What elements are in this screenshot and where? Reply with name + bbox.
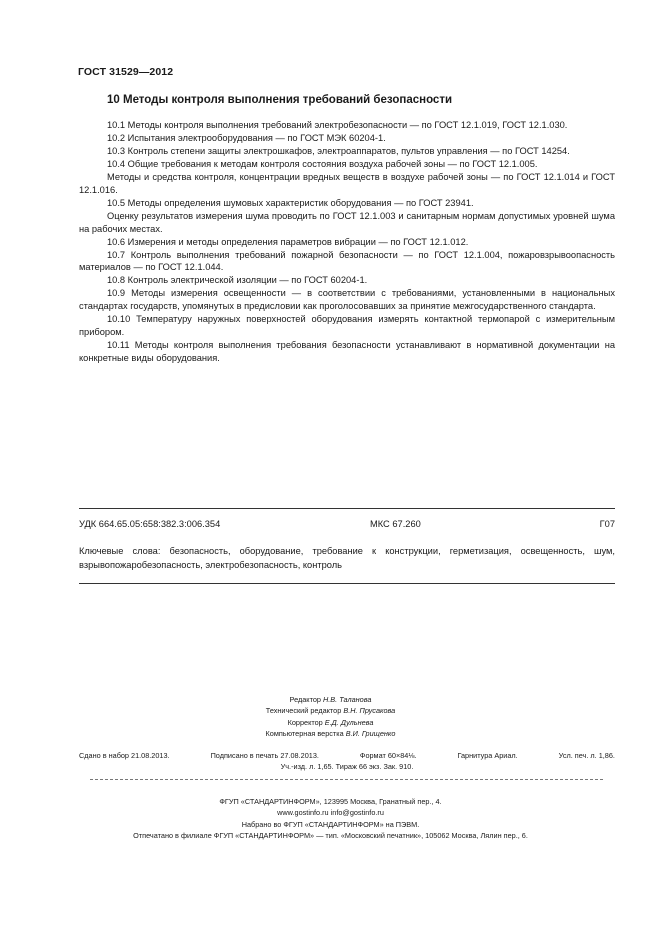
document-code: ГОСТ 31529—2012 [78,66,174,78]
paragraph-10-10: 10.10 Температуру наружных поверхностей оборудования измерять контактной термопарой с измерительным прибором. [79,314,615,338]
paragraph-10-4: 10.4 Общие требования к методам контроля состояния воздуха рабочей зоны — по ГОСТ 12.1.005. [107,158,538,169]
paper-format: Формат 60×84⅛. [359,751,417,760]
editor-credit: Редактор Н.В. Таланова [289,695,372,704]
paragraph-10-1: 10.1 Методы контроля выполнения требований электробезопасности — по ГОСТ 12.1.019, ГОСТ 12.1.030. [107,120,568,130]
editorial-credits [0,694,661,740]
udk-code: УДК 664.65.05:658:382.3:006.354 [79,519,221,529]
paragraph-10-7: 10.7 Контроль выполнения требований пожарной безопасности — по ГОСТ 12.1.004, пожаровзрывоопасность материалов — по ГОСТ 12.1.044. [79,249,615,273]
print-info [79,750,615,772]
paragraph-10-4-methods: Методы и средства контроля, концентрации вредных веществ в воздухе рабочей зоны — по ГОСТ 12.1.014 и ГОСТ 12.1.016. [79,171,615,195]
paragraph-10-9: 10.9 Методы измерения освещенности — в соответствии с требованиями, установленными в национальных стандартах государств, упомянутых в предисловии как проголосовавших за принятие межгосударственного стандарта. [79,288,615,312]
classification-line [79,519,615,533]
print-info-line1 [79,750,615,761]
paragraph-10-8: 10.8 Контроль электрической изоляции — по ГОСТ 60204-1. [107,275,368,286]
layout-credit: Компьютерная верстка В.И. Грищенко [265,729,396,739]
keywords: Ключевые слова: безопасность, оборудование, требование к конструкции, герметизация, освещенность, шум, взрывопожаробезопасность, электробезопасность, контроль [79,546,615,570]
section-title: 10 Методы контроля выполнения требований безопасности [107,94,453,106]
bottom-divider [79,583,615,584]
proofreader-credit: Корректор Е.Д. Дульнева [287,717,374,727]
paragraph-10-5: 10.5 Методы определения шумовых характеристик оборудования — по ГОСТ 23941. [107,197,474,208]
paragraph-10-5-noise: Оценку результатов измерения шума проводить по ГОСТ 12.1.003 и санитарным нормам допустимых уровней шума на рабочих местах. [79,210,615,234]
publisher-web: www.gostinfo.ru info@gostinfo.ru [277,808,384,818]
mks-code: МКС 67.260 [370,519,421,529]
typeset-date: Сдано в набор 21.08.2013. [79,751,170,760]
printed-note: Отпечатано в филиале ФГУП «СТАНДАРТИНФОРМ» — тип. «Московский печатник», 105062 Москва, Лялин пер., 6. [133,830,528,840]
publisher-address: ФГУП «СТАНДАРТИНФОРМ», 123995 Москва, Гранатный пер., 4. [219,797,442,806]
typeface: Гарнитура Ариал. [457,751,518,760]
print-sheets: Усл. печ. л. 1,86. [558,751,615,760]
publisher-info [0,796,661,841]
dashed-separator [90,779,603,780]
paragraph-10-6: 10.6 Измерения и методы определения параметров вибрации — по ГОСТ 12.1.012. [107,236,469,247]
print-info-line2: Уч.-изд. л. 1,65. Тираж 66 экз. Зак. 910. [280,762,414,772]
top-divider [79,508,615,509]
paragraph-10-11: 10.11 Методы контроля выполнения требования безопасности устанавливают в нормативной документации на конкретные виды оборудования. [79,340,615,364]
typeset-note: Набрано во ФГУП «СТАНДАРТИНФОРМ» на ПЭВМ. [241,819,420,829]
section-body [79,119,615,365]
tech-editor-credit: Технический редактор В.Н. Прусакова [265,706,396,716]
paragraph-10-3: 10.3 Контроль степени защиты электрошкафов, электроаппаратов, пультов управления — по ГОСТ 14254. [107,145,570,156]
group-code: Г07 [599,519,615,529]
signed-date: Подписано в печать 27.08.2013. [210,751,319,760]
paragraph-10-2: 10.2 Испытания электрооборудования — по ГОСТ МЭК 60204-1. [107,132,386,143]
